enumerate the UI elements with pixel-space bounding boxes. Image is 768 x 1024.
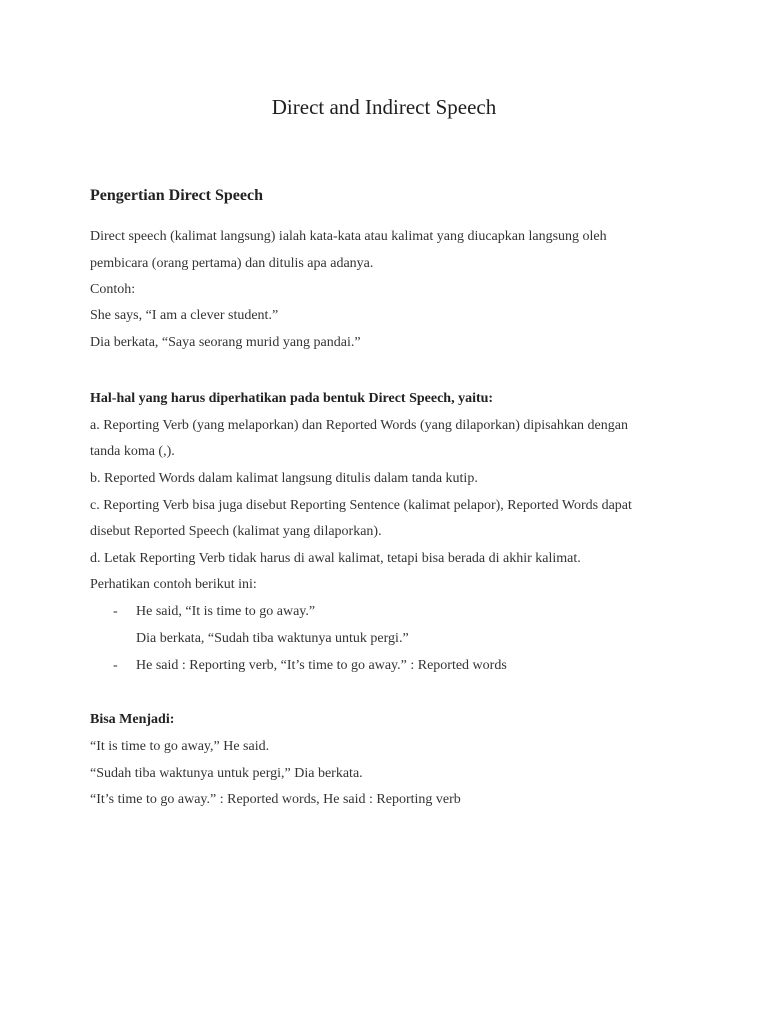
rule-line: b. Reported Words dalam kalimat langsung ditulis dalam tanda kutip. — [90, 471, 478, 486]
section-heading-rules: Hal-hal yang harus diperhatikan pada bentuk Direct Speech, yaitu: — [90, 391, 494, 406]
list-item: He said : Reporting verb, “It’s time to go away.” : Reported words — [136, 658, 507, 673]
example-line: Dia berkata, “Saya seorang murid yang pandai.” — [90, 335, 361, 350]
section-heading-bisa-menjadi: Bisa Menjadi: — [90, 712, 175, 727]
example-line: “It is time to go away,” He said. — [90, 739, 270, 754]
list-item-continuation: Dia berkata, “Sudah tiba waktunya untuk pergi.” — [136, 631, 409, 646]
paragraph-line: Direct speech (kalimat langsung) ialah kata-kata atau kalimat yang diucapkan langsung oleh — [90, 229, 607, 244]
rule-line: tanda koma (,). — [90, 444, 175, 459]
rule-line: Perhatikan contoh berikut ini: — [90, 577, 257, 592]
list-bullet-dash: - — [113, 658, 118, 673]
example-line: She says, “I am a clever student.” — [90, 308, 279, 323]
example-line: “It’s time to go away.” : Reported words, He said : Reporting verb — [90, 792, 461, 807]
paragraph-line: pembicara (orang pertama) dan ditulis apa adanya. — [90, 256, 374, 271]
paragraph-line: Contoh: — [90, 282, 136, 297]
rule-line: c. Reporting Verb bisa juga disebut Reporting Sentence (kalimat pelapor), Reported Words dapat — [90, 498, 632, 513]
rule-line: d. Letak Reporting Verb tidak harus di awal kalimat, tetapi bisa berada di akhir kalimat. — [90, 551, 581, 566]
list-bullet-dash: - — [113, 604, 118, 619]
example-line: “Sudah tiba waktunya untuk pergi,” Dia berkata. — [90, 766, 363, 781]
section-heading-direct-speech: Pengertian Direct Speech — [90, 187, 263, 204]
rule-line: disebut Reported Speech (kalimat yang dilaporkan). — [90, 524, 382, 539]
rule-line: a. Reporting Verb (yang melaporkan) dan Reported Words (yang dilaporkan) dipisahkan dengan — [90, 418, 628, 433]
list-item: He said, “It is time to go away.” — [136, 604, 316, 619]
document-title: Direct and Indirect Speech — [271, 95, 497, 119]
